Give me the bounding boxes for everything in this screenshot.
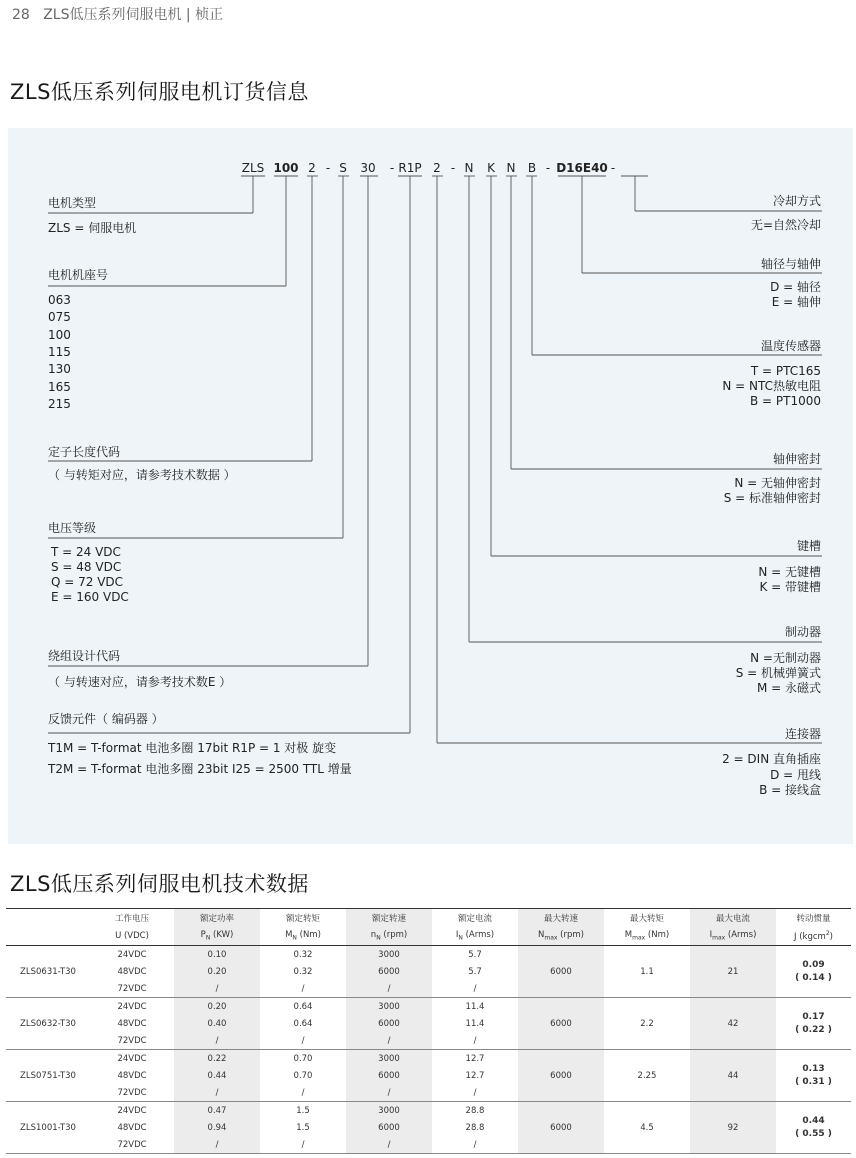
speed-cell: 6000 [346, 1015, 432, 1032]
speed-cell: 3000 [346, 946, 432, 964]
unit-symbol: M [285, 930, 293, 941]
speed-cell: / [346, 1032, 432, 1050]
speed-cell: 3000 [346, 1102, 432, 1120]
unit-symbol: I [455, 930, 459, 941]
current-cell: / [432, 1084, 518, 1102]
unit-text: ) [829, 931, 833, 942]
unit-subscript: N [205, 934, 211, 942]
shaft-dia-item-1: E = 轴伸 [771, 295, 821, 309]
torque-cell: 0.64 [293, 1001, 313, 1012]
torque-cell: / [260, 1032, 346, 1050]
column-header: 额定功率 [174, 909, 260, 928]
code-part: N [506, 161, 516, 175]
current-cell: 12.7 [465, 1070, 485, 1081]
speed-cell: 3000 [346, 998, 432, 1016]
table-row [6, 946, 851, 964]
tech-data-table [6, 908, 851, 1154]
frame-size-item: 215 [48, 396, 71, 411]
inertia-cell [776, 946, 851, 998]
max-speed-cell: 6000 [518, 946, 604, 998]
inertia-value: 0.17 [802, 1012, 825, 1022]
unit-text: (Nm) [296, 930, 321, 941]
power-cell: 0.22 [174, 1050, 260, 1068]
code-part: 30 [360, 161, 376, 175]
brake-item-1: S = 机械弹簧式 [735, 666, 821, 680]
voltage-cell: 24VDC [117, 1105, 147, 1116]
torque-cell: 0.64 [293, 1018, 313, 1029]
stator-item: （ 与转矩对应，请参考技术数据 ） [48, 468, 236, 482]
unit-symbol: I [709, 930, 713, 941]
cooling-item: 无=自然冷却 [750, 218, 821, 232]
unit-subscript: N [376, 934, 381, 942]
code-part: 2 [308, 161, 316, 175]
code-separator: - [450, 161, 456, 175]
voltage-cell: 48VDC [117, 1070, 147, 1081]
torque-cell: 0.70 [293, 1070, 313, 1081]
code-part: S [339, 161, 347, 175]
max-current-cell: 21 [690, 946, 776, 998]
max-torque-cell: 2.25 [604, 1050, 690, 1102]
code-part: 2 [433, 161, 441, 175]
inertia-brake-value: ( 0.14 ) [795, 973, 832, 983]
connector-item-1: D = 甩线 [770, 768, 821, 782]
column-header: 工作电压 [90, 909, 174, 928]
max-speed-cell: 6000 [518, 1050, 604, 1102]
code-part: 100 [273, 161, 299, 175]
motor-type-label: 电机类型 [48, 196, 97, 210]
speed-cell: 6000 [346, 1067, 432, 1084]
code-part: N [464, 161, 474, 175]
voltage-item-2: Q = 72 VDC [51, 575, 124, 589]
table-unit-row [6, 927, 851, 946]
torque-cell: 1.5 [296, 1105, 310, 1116]
power-cell: 0.44 [174, 1067, 260, 1084]
inertia-cell [776, 998, 851, 1050]
unit-subscript: max [632, 934, 646, 942]
code-part: B [527, 161, 537, 175]
power-cell: 0.20 [174, 998, 260, 1016]
voltage-cell: 24VDC [117, 1053, 147, 1064]
connector-label: 连接器 [784, 727, 821, 741]
frame-size-item: 165 [48, 379, 71, 394]
model-cell: ZLS0632-T30 [6, 998, 90, 1050]
keyway-item-1: K = 带键槽 [759, 580, 821, 594]
max-current-cell: 42 [690, 998, 776, 1050]
max-torque-cell: 1.1 [604, 946, 690, 998]
code-part: ZLS [241, 161, 265, 175]
code-separator: - [545, 161, 551, 175]
brake-item-2: M = 永磁式 [756, 681, 821, 695]
column-header: 转动惯量 [776, 909, 851, 928]
power-cell: 0.94 [174, 1119, 260, 1136]
column-header: 最大转速 [518, 909, 604, 928]
power-cell: 0.40 [174, 1015, 260, 1032]
max-torque-cell: 2.2 [604, 998, 690, 1050]
torque-cell: 1.5 [296, 1122, 310, 1133]
unit-symbol: M [624, 930, 633, 941]
current-cell: / [432, 1136, 518, 1154]
unit-symbol: N [538, 930, 545, 941]
code-part: R1P [398, 161, 422, 175]
current-cell: / [432, 1032, 518, 1050]
torque-cell: 0.32 [293, 949, 313, 960]
brake-item-0: N =无制动器 [750, 651, 821, 665]
winding-item: （ 与转速对应，请参考技术数E ） [48, 675, 232, 689]
current-cell: 12.7 [465, 1053, 485, 1064]
shaft-seal-label: 轴伸密封 [772, 452, 821, 466]
max-speed-cell: 6000 [518, 1102, 604, 1154]
header-title: ZLS低压系列伺服电机 | 桢正 [43, 7, 224, 23]
speed-cell: / [346, 980, 432, 998]
column-header: 额定转速 [346, 909, 432, 928]
shaft-seal-item-0: N = 无轴伸密封 [734, 476, 821, 490]
voltage-item-1: S = 48 VDC [51, 560, 122, 574]
code-part: D16E40 [556, 161, 608, 175]
temp-sensor-item-1: N = NTC热敏电阻 [722, 379, 821, 393]
temp-sensor-label: 温度传感器 [760, 339, 821, 353]
inertia-brake-value: ( 0.22 ) [795, 1025, 832, 1035]
max-current-cell: 44 [690, 1050, 776, 1102]
voltage-cell: 72VDC [90, 980, 174, 998]
speed-cell: 3000 [346, 1050, 432, 1068]
voltage-item-0: T = 24 VDC [51, 545, 121, 559]
unit-subscript: max [544, 934, 558, 942]
unit-text: (Arms) [462, 930, 495, 941]
power-cell: / [174, 980, 260, 998]
inertia-brake-value: ( 0.31 ) [795, 1077, 832, 1087]
column-unit: U (VDC) [90, 927, 174, 946]
unit-subscript: max [712, 934, 726, 942]
temp-sensor-item-0: T = PTC165 [750, 364, 821, 378]
cooling-label: 冷却方式 [772, 194, 821, 208]
shaft-dia-label: 轴径与轴伸 [760, 257, 821, 271]
column-header: 最大转矩 [604, 909, 690, 928]
frame-size-item: 115 [48, 344, 71, 359]
speed-cell: 6000 [346, 1119, 432, 1136]
order-info-panel [8, 128, 853, 844]
torque-cell: 0.32 [293, 966, 313, 977]
shaft-seal-item-1: S = 标准轴伸密封 [723, 491, 821, 505]
column-unit [518, 927, 604, 946]
inertia-value: 0.09 [802, 960, 825, 970]
table-header-row [6, 909, 851, 928]
unit-text: (Arms) [725, 930, 757, 941]
keyway-item-0: N = 无键槽 [758, 565, 821, 579]
tech-section-title: ZLS低压系列伺服电机技术数据 [10, 872, 309, 896]
current-cell: / [432, 980, 518, 998]
frame-size-item: 075 [48, 310, 71, 325]
voltage-cell: 24VDC [117, 949, 147, 960]
code-separator: - [325, 161, 331, 175]
feedback-item-0: T1M = T-format 电池多圈 17bit R1P = 1 对极 旋变 [48, 741, 337, 755]
shaft-dia-item-0: D = 轴径 [770, 280, 821, 294]
frame-size-label: 电机机座号 [48, 268, 109, 282]
power-cell: / [174, 1136, 260, 1154]
current-cell: 11.4 [465, 1001, 485, 1012]
max-speed-cell: 6000 [518, 998, 604, 1050]
column-unit [346, 927, 432, 946]
voltage-cell: 72VDC [90, 1136, 174, 1154]
column-header: 最大电流 [690, 909, 776, 928]
code-separator: - [610, 161, 616, 175]
unit-symbol: n [370, 930, 377, 941]
speed-cell: / [346, 1136, 432, 1154]
table-row [6, 998, 851, 1016]
column-header: 额定转矩 [260, 909, 346, 928]
power-cell: 0.10 [174, 946, 260, 964]
temp-sensor-item-2: B = PT1000 [749, 394, 821, 408]
code-part: K [487, 161, 495, 175]
column-unit [174, 927, 260, 946]
inertia-value: 0.44 [802, 1116, 825, 1126]
torque-cell: / [260, 980, 346, 998]
unit-superscript: 2 [825, 930, 830, 938]
inertia-brake-value: ( 0.55 ) [795, 1129, 832, 1139]
inertia-value: 0.13 [802, 1064, 825, 1074]
current-cell: 11.4 [465, 1018, 485, 1029]
frame-size-item: 063 [48, 293, 71, 307]
connector-item-2: B = 接线盒 [759, 783, 821, 797]
voltage-cell: 48VDC [117, 966, 147, 977]
unit-text: (rpm) [380, 930, 408, 941]
power-cell: 0.20 [174, 963, 260, 980]
code-separator: - [389, 161, 395, 175]
voltage-cell: 48VDC [117, 1122, 147, 1133]
column-unit [604, 927, 690, 946]
column-unit [432, 927, 518, 946]
torque-cell: / [260, 1084, 346, 1102]
unit-symbol: P [200, 930, 206, 941]
motor-type-item: ZLS = 伺服电机 [48, 221, 137, 235]
power-cell: 0.47 [174, 1102, 260, 1120]
column-unit [260, 927, 346, 946]
voltage-label: 电压等级 [48, 521, 97, 535]
stator-label: 定子长度代码 [48, 445, 121, 459]
brake-label: 制动器 [784, 625, 821, 639]
winding-label: 绕组设计代码 [48, 649, 121, 663]
frame-size-item: 130 [48, 362, 71, 377]
torque-cell: / [260, 1136, 346, 1154]
model-cell: ZLS0751-T30 [6, 1050, 90, 1102]
page-header [12, 4, 223, 24]
page-number: 28 [12, 7, 30, 23]
feedback-label: 反馈元件（ 编码器 ） [48, 712, 164, 726]
connector-item-0: 2 = DIN 直角插座 [722, 752, 821, 766]
table-row [6, 1102, 851, 1120]
current-cell: 5.7 [468, 966, 482, 977]
model-cell: ZLS0631-T30 [6, 946, 90, 998]
unit-text: (rpm) [557, 930, 584, 941]
unit-text: (KW) [210, 930, 234, 941]
column-header [6, 909, 90, 928]
current-cell: 5.7 [468, 949, 482, 960]
model-cell: ZLS1001-T30 [6, 1102, 90, 1154]
max-current-cell: 92 [690, 1102, 776, 1154]
column-unit [6, 927, 90, 946]
unit-symbol: J (kgcm [794, 931, 826, 942]
feedback-item-1: T2M = T-format 电池多圈 23bit I25 = 2500 TTL 增量 [48, 762, 352, 776]
speed-cell: 6000 [346, 963, 432, 980]
column-unit [776, 927, 851, 946]
voltage-cell: 24VDC [117, 1001, 147, 1012]
frame-size-item: 100 [48, 327, 71, 342]
power-cell: / [174, 1084, 260, 1102]
unit-subscript: N [458, 934, 463, 942]
power-cell: / [174, 1032, 260, 1050]
unit-subscript: N [292, 934, 297, 942]
max-torque-cell: 4.5 [604, 1102, 690, 1154]
inertia-cell [776, 1102, 851, 1154]
torque-cell: 0.70 [293, 1053, 313, 1064]
column-header: 额定电流 [432, 909, 518, 928]
keyway-label: 键槽 [796, 539, 821, 553]
speed-cell: / [346, 1084, 432, 1102]
voltage-cell: 72VDC [90, 1032, 174, 1050]
column-unit [690, 927, 776, 946]
order-section-title: ZLS低压系列伺服电机订货信息 [10, 80, 309, 104]
voltage-cell: 48VDC [117, 1018, 147, 1029]
voltage-item-3: E = 160 VDC [51, 590, 129, 604]
inertia-cell [776, 1050, 851, 1102]
current-cell: 28.8 [465, 1105, 485, 1116]
voltage-cell: 72VDC [90, 1084, 174, 1102]
current-cell: 28.8 [465, 1122, 485, 1133]
table-row [6, 1050, 851, 1068]
unit-text: (Nm) [645, 930, 670, 941]
